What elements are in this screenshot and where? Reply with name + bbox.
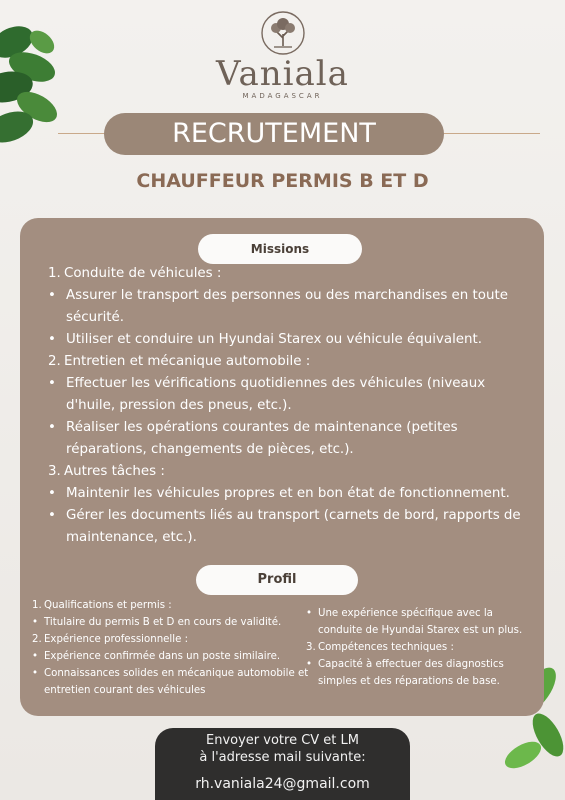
- missions-list: [48, 263, 534, 549]
- missions-item: 1. Conduite de véhicules :: [48, 266, 222, 281]
- brand-logo: [0, 10, 565, 100]
- missions-item: • Utiliser et conduire un Hyundai Starex ou véhicule équivalent.: [48, 332, 483, 347]
- profil-item: • Titulaire du permis B et D en cours de validité.: [32, 617, 282, 628]
- brand-name: Vaniala: [216, 54, 349, 94]
- recruitment-banner: RECRUTEMENT: [104, 113, 444, 155]
- missions-item: • Assurer le transport des personnes ou des marchandises en toute sécurité.: [48, 288, 508, 325]
- profil-left-column: [32, 597, 312, 699]
- profil-heading: Profil: [196, 565, 358, 595]
- divider-left: [58, 133, 108, 134]
- missions-item: • Effectuer les vérifications quotidiennes des véhicules (niveaux d'huile, pression des pneus, etc.).: [48, 376, 486, 413]
- profil-item: 3. Compétences techniques :: [306, 642, 454, 653]
- contact-box: [155, 728, 410, 800]
- profil-item: • Connaissances solides en mécanique automobile et entretien courant des véhicules: [32, 668, 309, 696]
- missions-item: • Maintenir les véhicules propres et en bon état de fonctionnement.: [48, 486, 510, 501]
- brand-country: MADAGASCAR: [242, 92, 323, 100]
- missions-item: 3. Autres tâches :: [48, 464, 165, 479]
- divider-right: [440, 133, 540, 134]
- contact-line-2: à l'adresse mail suivante:: [199, 750, 366, 765]
- profil-right-column: [306, 605, 538, 690]
- job-title: CHAUFFEUR PERMIS B ET D: [136, 170, 429, 192]
- missions-item: • Gérer les documents liés au transport (carnets de bord, rapports de maintenance, etc.).: [48, 508, 521, 545]
- profil-item: 2. Expérience professionnelle :: [32, 634, 189, 645]
- contact-email[interactable]: rh.vaniala24@gmail.com: [195, 776, 370, 792]
- profil-item: • Expérience confirmée dans un poste similaire.: [32, 651, 281, 662]
- missions-item: 2. Entretien et mécanique automobile :: [48, 354, 311, 369]
- missions-item: • Réaliser les opérations courantes de maintenance (petites réparations, changements de pièces, etc.).: [48, 420, 458, 457]
- profil-item: • Une expérience spécifique avec la conduite de Hyundai Starex est un plus.: [306, 608, 523, 636]
- profil-item: 1. Qualifications et permis :: [32, 600, 172, 611]
- content-panel: [20, 218, 544, 716]
- tree-logo-icon: [260, 10, 306, 56]
- contact-line-1: Envoyer votre CV et LM: [206, 733, 359, 748]
- missions-heading: Missions: [198, 234, 362, 264]
- profil-item: • Capacité à effectuer des diagnostics simples et des réparations de base.: [306, 659, 504, 687]
